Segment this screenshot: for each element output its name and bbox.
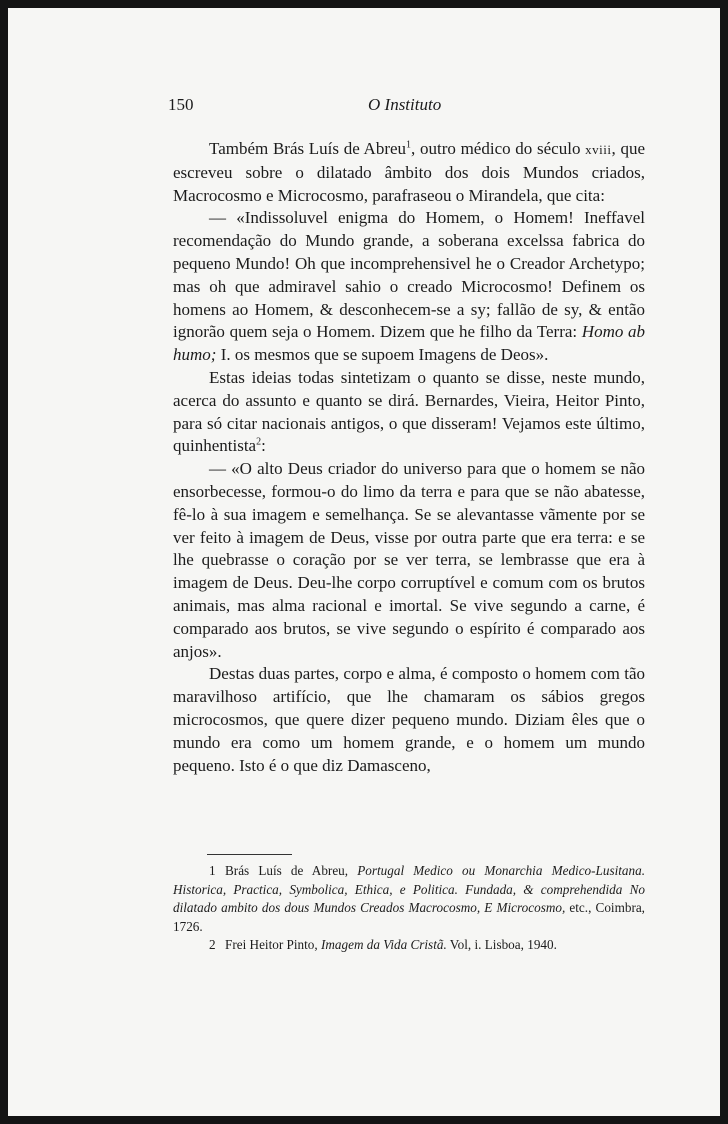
running-title: O Instituto (368, 95, 442, 114)
paragraph-text: , que escreveu sobre o dilatado âmbito dos dois Mundos criados, Macrocosmo e Microcosmo, parafraseou o Mirandela, que cita: (173, 139, 645, 205)
quote-paragraph (173, 207, 645, 367)
quote-paragraph: — «O alto Deus criador do universo para que o homem se não ensorbecesse, formou-o do limo da terra e para que se não abatesse, fê-lo à sua imagem e semelhança. Se se alevantasse vãmente por se ver feito à imagem de Deus, visse por outra parte que era terra: e se lhe quebrasse o coração por se ver terra, se lembrasse que era à imagem de Deus. Deu-lhe corpo corruptível e comum com os brutos animais, mas alma racional e imortal. Se vive segundo a carne, é comparado aos brutos, se vive segundo o espírito é comparado aos anjos». (173, 459, 645, 661)
paragraph-text: Também Brás Luís de Abreu (209, 139, 407, 158)
footnote-title: Portugal Medico ou Monarchia Medico-Lusitana. Historica, Practica, Symbolica, Ethica, e Politica. Fundada, & comprehendida No dilatado ambito dos dous Mundos Creados Macrocosmo, E Microcosmo, (173, 863, 646, 915)
paragraph (173, 367, 645, 458)
footnote-ref-2: 2 (256, 436, 262, 448)
footnote (173, 862, 645, 936)
page-header (168, 95, 646, 117)
footnote-divider (207, 854, 292, 855)
paragraph-text: : (261, 436, 266, 456)
paragraph-text: , outro médico do século (411, 139, 586, 158)
footnote-mark: 1 (209, 863, 216, 878)
paragraph (173, 138, 645, 207)
footnote-title: Imagem da Vida Cristã. (320, 937, 447, 952)
body-text (173, 138, 645, 777)
page-number: 150 (168, 95, 194, 114)
footnote-text: Frei Heitor Pinto, (225, 937, 321, 952)
footnotes (173, 862, 645, 955)
footnote (173, 936, 645, 955)
footnote-ref-1: 1 (406, 139, 412, 151)
footnote-text: Vol, i. Lisboa, 1940. (446, 937, 557, 952)
paragraph-text: Estas ideias todas sintetizam o quanto se disse, neste mundo, acerca do assunto e quanto se dirá. Bernardes, Vieira, Heitor Pinto, para só citar nacionais antigos, o que disseram! Vejamos este último, quinhentista (173, 367, 645, 456)
footnote-text: etc., Coimbra, 1726. (173, 900, 645, 934)
book-page (8, 8, 720, 1116)
footnote-text: Brás Luís de Abreu, (225, 863, 358, 878)
century-numeral: xviii (585, 142, 612, 157)
latin-phrase: Homo ab humo; (173, 322, 645, 365)
footnote-mark: 2 (209, 937, 216, 952)
paragraph-text: I. os mesmos que se supoem Imagens de Deos». (216, 345, 549, 365)
paragraph-text: — «Indissoluvel enigma do Homem, o Homem! Ineffavel recomendação do Mundo grande, a soberana excelssa fabrica do pequeno Mundo! Oh que incomprehensivel he o Creador Archetypo; mas oh que admiravel sahio o creado Microcosmo! Definem os homens ao Homem, & desconhecem-se a sy; fallão de sy, & então ignorão quem seja o Homem. Dizem que he filho da Terra: (173, 208, 645, 342)
paragraph: Destas duas partes, corpo e alma, é composto o homem com tão maravilhoso artifício, que lhe chamaram os sábios gregos microcosmos, que quere dizer pequeno mundo. Diziam êles que o mundo era como um homem grande, e o homem um mundo pequeno. Isto é o que diz Damasceno, (173, 664, 645, 775)
